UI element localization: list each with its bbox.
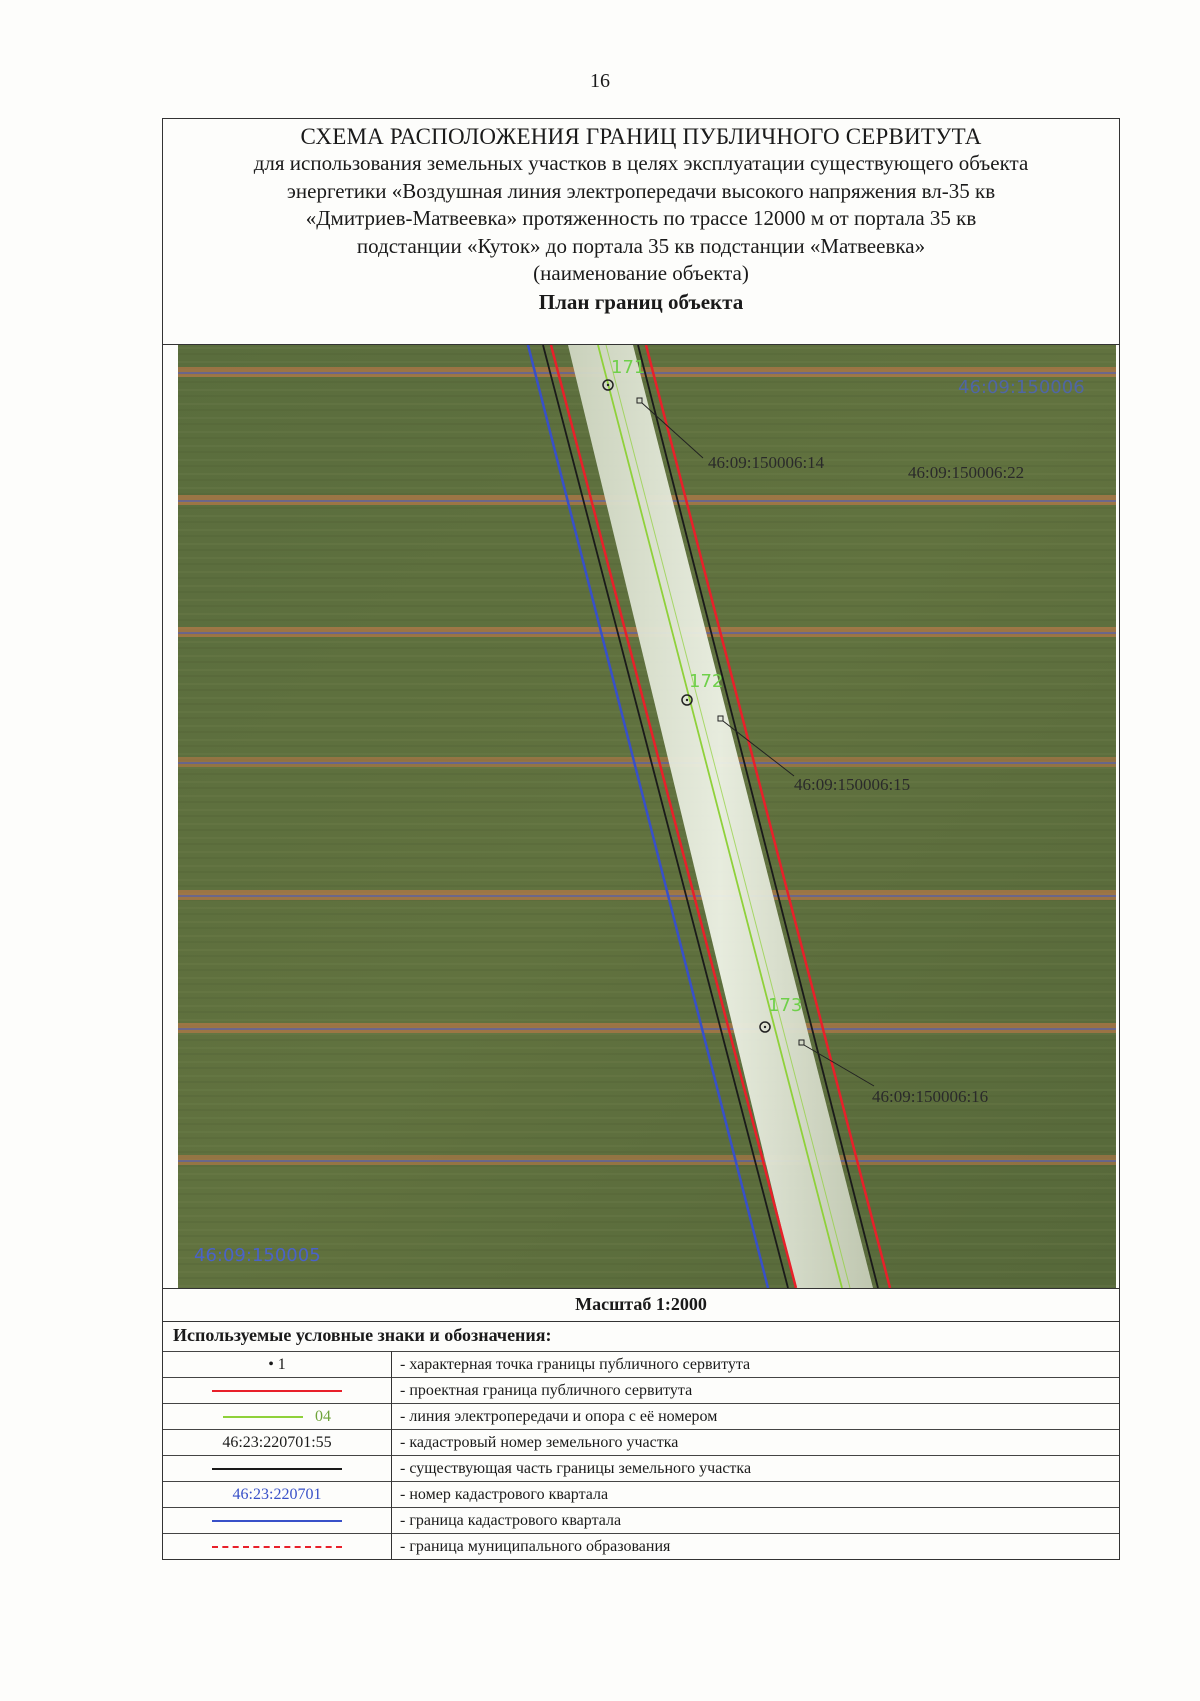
parcel-label-14: 46:09:150006:14 [708, 453, 825, 472]
legend-row [163, 1430, 1119, 1456]
legend-row [163, 1482, 1119, 1508]
legend-description: - кадастровый номер земельного участка [392, 1430, 1120, 1456]
pole-number-171: 171 [611, 357, 646, 378]
plan-caption: План границ объекта [538, 290, 744, 314]
legend-description: - линия электропередачи и опора с её номером [392, 1404, 1120, 1430]
legend-description: - номер кадастрового квартала [392, 1482, 1120, 1508]
aerial-map [178, 345, 1116, 1288]
legend-description: - граница муниципального образования [392, 1534, 1120, 1560]
legend-symbol-parcel-boundary [163, 1456, 392, 1482]
legend-row [163, 1404, 1119, 1430]
legend-symbol-power-line [163, 1404, 392, 1430]
parcel-label-16: 46:09:150006:16 [872, 1087, 989, 1106]
legend-row [163, 1508, 1119, 1534]
legend-pole-number: 04 [315, 1407, 331, 1425]
legend-description: - проектная граница публичного сервитута [392, 1378, 1120, 1404]
scheme-frame [162, 118, 1120, 1560]
scheme-subtitle-line-1: для использования земельных участков в целях эксплуатации существующего объекта [253, 151, 1029, 175]
legend-description: - характерная точка границы публичного сервитута [392, 1352, 1120, 1378]
title-block [163, 119, 1119, 345]
legend-row [163, 1378, 1119, 1404]
legend-row [163, 1352, 1119, 1378]
parcel-label-15: 46:09:150006:15 [794, 775, 911, 794]
legend-symbol-quarter-number: 46:23:220701 [163, 1482, 392, 1508]
legend-symbol-servitude-line [163, 1378, 392, 1404]
pole-number-172: 172 [689, 671, 724, 692]
legend-symbol-point: • 1 [163, 1352, 392, 1378]
quarter-label-north: 46:09:150006 [958, 377, 1085, 398]
scheme-title: СХЕМА РАСПОЛОЖЕНИЯ ГРАНИЦ ПУБЛИЧНОГО СЕРВИТУТА [300, 124, 982, 149]
scheme-subtitle-line-2: энергетики «Воздушная линия электропередачи высокого напряжения вл-35 кв [286, 178, 996, 203]
legend-description: - существующая часть границы земельного участка [392, 1456, 1120, 1482]
legend-table [163, 1351, 1119, 1559]
scheme-subtitle-line-3: «Дмитриев-Матвеевка» протяженность по трассе 12000 м от портала 35 кв [305, 206, 977, 230]
map-canvas [178, 345, 1116, 1288]
legend-title: Используемые условные знаки и обозначения: [173, 1325, 552, 1345]
pole-number-173: 173 [768, 995, 803, 1016]
scheme-subtitle-line-4: подстанции «Куток» до портала 35 кв подстанции «Матвеевка» [356, 233, 926, 258]
quarter-label-south: 46:09:150005 [194, 1245, 321, 1266]
parcel-label-22: 46:09:150006:22 [908, 463, 1025, 482]
legend-symbol-quarter-boundary [163, 1508, 392, 1534]
legend-symbol-municipal-boundary [163, 1534, 392, 1560]
page-number: 16 [590, 70, 610, 92]
legend-symbol-parcel-number: 46:23:220701:55 [163, 1430, 392, 1456]
legend-row [163, 1456, 1119, 1482]
legend-row [163, 1534, 1119, 1560]
legend-description: - граница кадастрового квартала [392, 1508, 1120, 1534]
object-name-caption: (наименование объекта) [533, 261, 749, 285]
scale-caption: Масштаб 1:2000 [163, 1288, 1119, 1322]
